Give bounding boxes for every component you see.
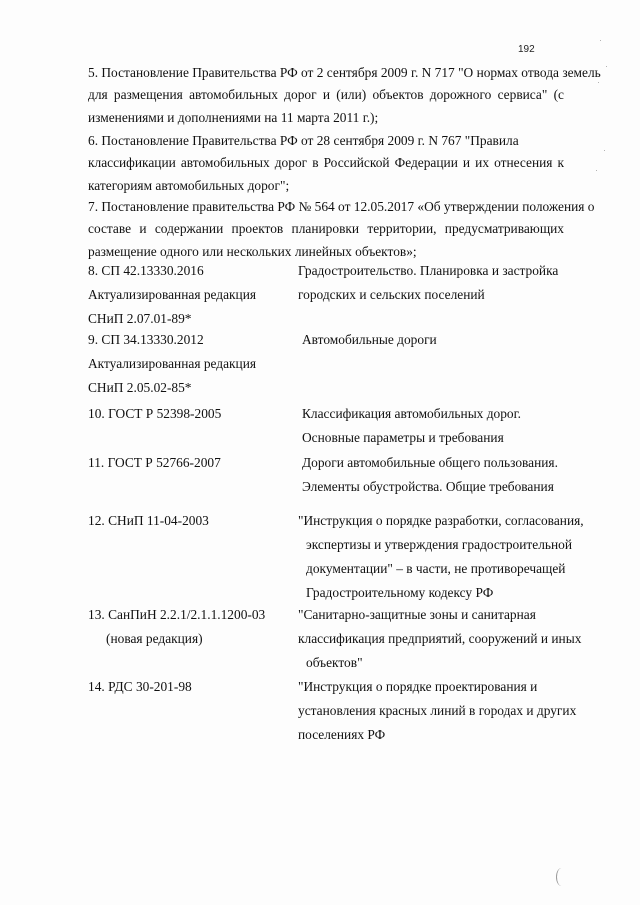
scan-artifact xyxy=(604,150,605,151)
paragraph-line: изменениями и дополнениями на 11 марта 2011 г.); xyxy=(88,109,379,125)
item-code xyxy=(88,509,288,533)
item-code-line: Актуализированная редакция xyxy=(88,356,257,371)
paragraph-line: размещение одного или нескольких линейных объектов»; xyxy=(88,243,417,259)
item-code-line: СНиП 2.05.02-85* xyxy=(88,380,192,395)
scan-artifact xyxy=(596,170,597,171)
item-code-line: 10. ГОСТ Р 52398-2005 xyxy=(88,406,222,421)
item-title xyxy=(298,675,577,747)
paragraph-line: для размещения автомобильных дорог и (или) объектов дорожного сервиса" (с xyxy=(88,87,564,103)
item-code xyxy=(88,259,288,331)
item-title xyxy=(298,328,572,352)
item-title-line: "Инструкция о порядке проектирования и xyxy=(298,679,538,694)
paragraph-line: 6. Постановление Правительства РФ от 28 сентября 2009 г. N 767 "Правила xyxy=(88,133,519,148)
paragraph-line: составе и содержании проектов планировки территории, предусматривающих xyxy=(88,221,564,237)
item-code xyxy=(88,451,288,475)
scan-artifact xyxy=(556,868,567,886)
item-title-line: Градостроительному кодексу РФ xyxy=(306,585,494,600)
item-title xyxy=(298,509,584,605)
item-title-line: "Санитарно-защитные зоны и санитарная xyxy=(298,607,536,622)
item-code-line: 13. СанПиН 2.2.1/2.1.1.1200-03 xyxy=(88,607,266,622)
item-title-line: поселениях РФ xyxy=(298,727,386,742)
paragraph-line: 5. Постановление Правительства РФ от 2 сентября 2009 г. N 717 "О нормах отвода земель xyxy=(88,65,601,80)
paragraph-line: категориям автомобильных дорог"; xyxy=(88,177,290,193)
item-title-line: установления красных линий в городах и других xyxy=(298,703,577,718)
paragraph-item-6 xyxy=(88,130,564,197)
item-title xyxy=(298,603,582,675)
item-title-line: Автомобильные дороги xyxy=(302,332,437,347)
item-code xyxy=(88,402,288,426)
item-code-line: 11. ГОСТ Р 52766-2007 xyxy=(88,455,221,470)
scan-artifact xyxy=(598,82,599,83)
item-title-line: объектов" xyxy=(306,655,363,670)
item-title-line: Основные параметры и требования xyxy=(302,430,504,445)
item-code-line: СНиП 2.07.01-89* xyxy=(88,311,192,326)
item-title-line: городских и сельских поселений xyxy=(298,287,485,302)
item-code xyxy=(88,603,288,651)
item-code xyxy=(88,328,288,400)
item-title-line: Дороги автомобильные общего пользования. xyxy=(302,455,558,470)
item-title xyxy=(298,402,572,450)
scan-artifact xyxy=(600,40,601,41)
paragraph-line: 7. Постановление правительства РФ № 564 от 12.05.2017 «Об утверждении положения о xyxy=(88,199,595,214)
paragraph-item-7 xyxy=(88,196,595,263)
item-title xyxy=(298,259,568,307)
item-title-line: Элементы обустройства. Общие требования xyxy=(302,479,554,494)
item-title-line: Классификация автомобильных дорог. xyxy=(302,406,521,421)
item-title xyxy=(298,451,572,499)
item-code-line: 9. СП 34.13330.2012 xyxy=(88,332,204,347)
item-code-line: (новая редакция) xyxy=(106,631,203,646)
item-title-line: "Инструкция о порядке разработки, согласования, xyxy=(298,513,584,528)
paragraph-line: классификации автомобильных дорог в Российской Федерации и их отнесения к xyxy=(88,155,564,171)
item-code-line: 8. СП 42.13330.2016 xyxy=(88,263,204,278)
item-title-line: Градостроительство. Планировка и застройка xyxy=(298,263,559,278)
item-title-line: экспертизы и утверждения градостроительной xyxy=(306,537,573,552)
item-code xyxy=(88,675,288,699)
item-code-line: 14. РДС 30-201-98 xyxy=(88,679,192,694)
scan-artifact xyxy=(606,66,607,67)
item-code-line: 12. СНиП 11-04-2003 xyxy=(88,513,209,528)
paragraph-item-5 xyxy=(88,62,601,129)
item-title-line: классификация предприятий, сооружений и иных xyxy=(298,631,582,646)
page-number: 192 xyxy=(518,44,535,55)
item-code-line: Актуализированная редакция xyxy=(88,287,257,302)
item-title-line: документации" – в части, не противоречащей xyxy=(306,561,566,576)
